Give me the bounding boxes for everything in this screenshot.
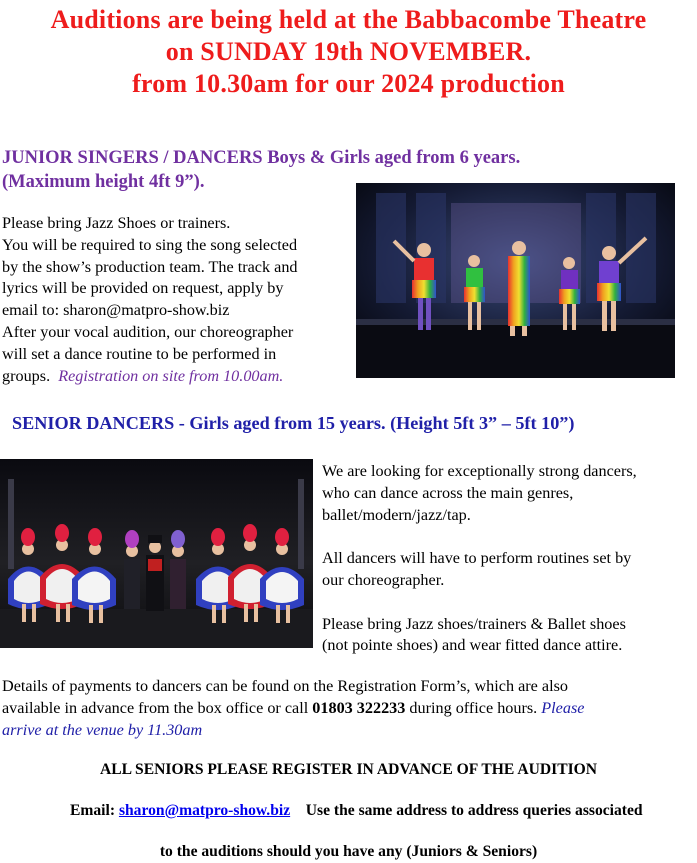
payments-info [2,676,696,741]
senior-line: (not pointe shoes) and wear fitted dance attire. [322,636,623,655]
junior-line: lyrics will be provided on request, apply by [2,279,284,298]
senior-line: All dancers will have to perform routines set by [322,549,632,568]
headline-line-1: Auditions are being held at the Babbacombe Theatre [50,5,647,34]
senior-body [322,461,694,657]
footer-line-1: ALL SENIORS PLEASE REGISTER IN ADVANCE OF THE AUDITION [99,761,598,778]
footer [0,760,697,863]
junior-line: You will be required to sing the song selected [2,235,298,254]
email-label: Email: [69,802,119,819]
junior-line: After your vocal audition, our choreographer [2,322,294,341]
arrival-note-line: arrive at the venue by 11.30am [2,720,203,739]
headline [0,4,697,100]
junior-line: will set a dance routine to be performed in [2,344,277,363]
senior-para-3 [322,614,694,658]
junior-line: Please bring Jazz Shoes or trainers. [2,214,231,232]
junior-line [2,366,352,388]
headline-line-3: from 10.30am for our 2024 production [132,69,565,98]
senior-heading [12,411,574,435]
junior-line: by the show’s production team. The track and [2,257,298,276]
senior-heading-rest: - Girls aged from 15 years. (Height 5ft 3” – 5ft 10”) [174,413,575,433]
senior-line: our choreographer. [322,570,445,589]
junior-line: email to: sharon@matpro-show.biz [2,301,230,320]
footer-line-2 [0,781,697,843]
junior-heading-line-1: JUNIOR SINGERS / DANCERS Boys & Girls aged from 6 years. [2,148,521,168]
senior-line: who can dance across the main genres, [322,483,574,502]
headline-line-2: on SUNDAY 19th NOVEMBER. [165,37,532,66]
junior-last-plain: groups. [2,366,51,385]
senior-heading-main: SENIOR DANCERS [12,413,175,433]
payments-line-1: Details of payments to dancers can be found on the Registration Form’s, which are also [2,677,568,695]
senior-dancers-photo [0,459,313,648]
junior-registration-note: Registration on site from 10.00am. [58,366,284,385]
junior-performers-photo [356,183,675,378]
payments-text: during office hours. [405,698,542,717]
senior-line: ballet/modern/jazz/tap. [322,505,471,524]
arrival-note: Please [541,698,585,717]
junior-heading-line-2: (Maximum height 4ft 9”). [2,172,205,192]
footer-line-2-rest: Use the same address to address queries associated [290,802,643,819]
payments-text: available in advance from the box office or call [2,698,313,717]
senior-line: Please bring Jazz shoes/trainers & Ballet shoes [322,614,626,633]
junior-body [2,213,352,387]
phone-number: 01803 322233 [312,698,406,717]
email-link[interactable]: sharon@matpro-show.biz [118,802,291,819]
senior-para-1 [322,461,694,526]
footer-line-3: to the auditions should you have any (Juniors & Seniors) [159,843,538,860]
senior-para-2 [322,548,694,592]
senior-line: We are looking for exceptionally strong dancers, [322,462,637,480]
payments-line-2 [2,698,696,720]
